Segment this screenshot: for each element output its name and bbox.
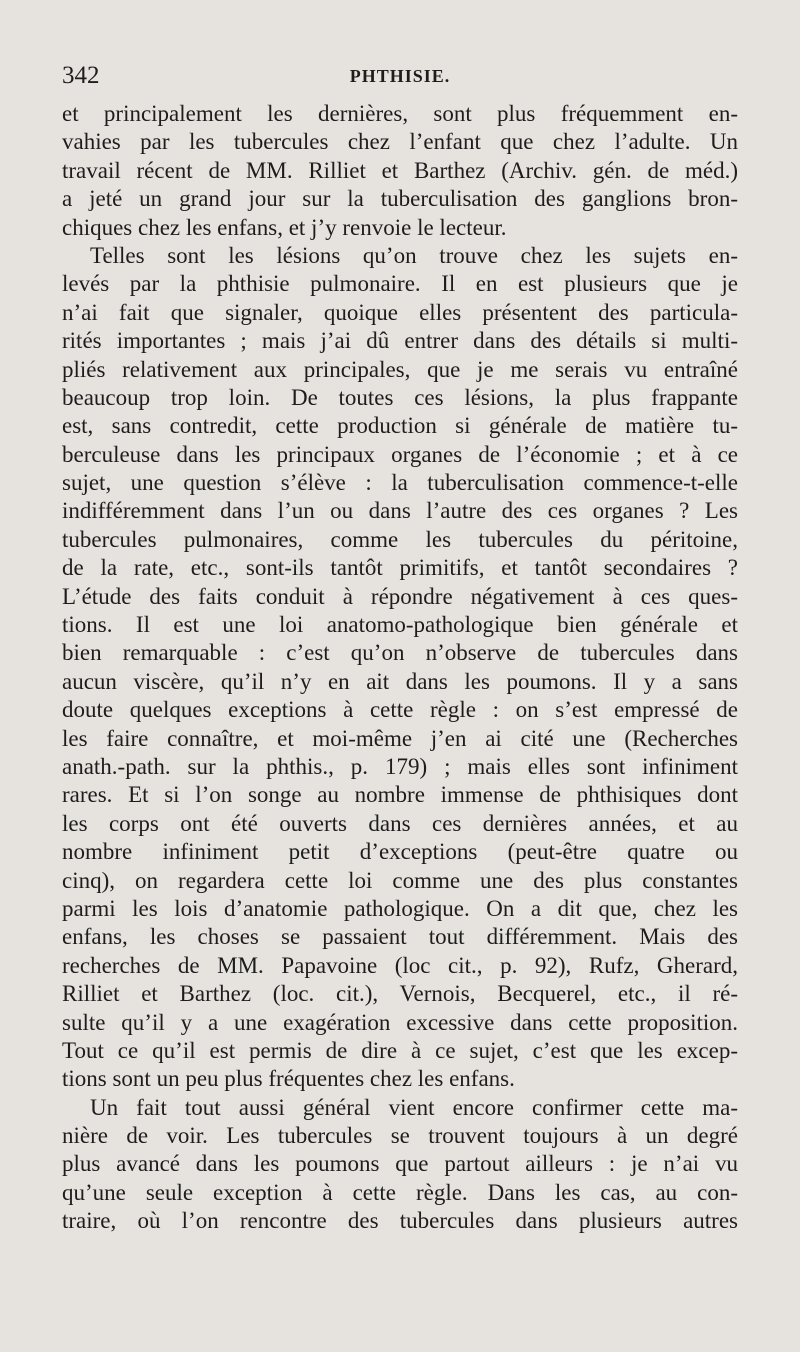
text-line: travail récent de MM. Rilliet et Barthez (Archiv. gén. de méd.)	[62, 157, 738, 183]
text-line: sujet, une question s’élève : la tuberculisation commence-t-elle	[62, 470, 738, 496]
text-line: les faire connaître, et moi-même j’en ai cité une (Recherches	[62, 725, 738, 751]
text-line: levés par la phthisie pulmonaire. Il en est plusieurs que je	[62, 271, 738, 297]
text-line: cinq), on regardera cette loi comme une des plus constantes	[62, 867, 738, 893]
text-line: rités importantes ; mais j’ai dû entrer dans des détails si multi-	[62, 328, 738, 354]
text-line: Tout ce qu’il est permis de dire à ce sujet, c’est que les excep-	[62, 1037, 738, 1063]
text-line: et principalement les dernières, sont plus fréquemment en-	[62, 101, 738, 126]
text-line: Rilliet et Barthez (loc. cit.), Vernois, Becquerel, etc., il ré-	[62, 981, 738, 1007]
text-line: bien remarquable : c’est qu’on n’observe de tubercules dans	[62, 640, 738, 666]
page-header	[62, 62, 738, 96]
text-line: est, sans contredit, cette production si générale de matière tu-	[62, 413, 738, 439]
text-line: anath.-path. sur la phthis., p. 179) ; mais elles sont infiniment	[62, 753, 738, 779]
text-line: tions sont un peu plus fréquentes chez les enfans.	[62, 1066, 515, 1092]
text-line: enfans, les choses se passaient tout différemment. Mais des	[62, 924, 738, 950]
running-title: PHTHISIE.	[349, 66, 451, 86]
text-line: Un fait tout aussi général vient encore confirmer cette ma-	[90, 1094, 738, 1120]
page-number: 342	[62, 62, 100, 89]
text-line: pliés relativement aux principales, que je me serais vu entraîné	[62, 356, 738, 382]
text-line: berculeuse dans les principaux organes de l’économie ; et à ce	[62, 441, 738, 467]
text-line: a jeté un grand jour sur la tuberculisation des ganglions bron-	[62, 186, 738, 212]
body-text	[62, 100, 738, 1236]
text-line: nombre infiniment petit d’exceptions (peut-être quatre ou	[62, 839, 738, 865]
text-line: n’ai fait que signaler, quoique elles présentent des particula-	[62, 299, 738, 325]
text-line: chiques chez les enfans, et j’y renvoie le lecteur.	[62, 214, 507, 240]
text-line: beaucoup trop loin. De toutes ces lésions, la plus frappante	[62, 384, 738, 410]
text-line: Telles sont les lésions qu’on trouve chez les sujets en-	[90, 242, 738, 268]
text-line: aucun viscère, qu’il n’y en ait dans les poumons. Il y a sans	[62, 668, 738, 694]
text-line: traire, où l’on rencontre des tubercules dans plusieurs autres	[62, 1208, 738, 1234]
text-line: de la rate, etc., sont-ils tantôt primitifs, et tantôt secondaires ?	[62, 555, 738, 581]
text-line: les corps ont été ouverts dans ces dernières années, et au	[62, 810, 738, 836]
text-line: sulte qu’il y a une exagération excessive dans cette proposition.	[62, 1009, 738, 1035]
text-line: doute quelques exceptions à cette règle : on s’est empressé de	[62, 697, 738, 723]
text-line: qu’une seule exception à cette règle. Dans les cas, au con-	[62, 1179, 738, 1205]
text-line: vahies par les tubercules chez l’enfant que chez l’adulte. Un	[62, 129, 738, 155]
text-line: indifféremment dans l’un ou dans l’autre des ces organes ? Les	[62, 498, 738, 524]
text-line: nière de voir. Les tubercules se trouvent toujours à un degré	[62, 1123, 738, 1149]
text-line: tions. Il est une loi anatomo-pathologique bien générale et	[62, 612, 738, 638]
text-line: plus avancé dans les poumons que partout ailleurs : je n’ai vu	[62, 1151, 738, 1177]
text-line: recherches de MM. Papavoine (loc cit., p. 92), Rufz, Gherard,	[62, 952, 738, 978]
text-line: L’étude des faits conduit à répondre négativement à ces ques-	[62, 583, 738, 609]
text-line: tubercules pulmonaires, comme les tubercules du péritoine,	[62, 526, 738, 552]
text-line: parmi les lois d’anatomie pathologique. On a dit que, chez les	[62, 895, 738, 921]
text-line: rares. Et si l’on songe au nombre immense de phthisiques dont	[62, 782, 738, 808]
